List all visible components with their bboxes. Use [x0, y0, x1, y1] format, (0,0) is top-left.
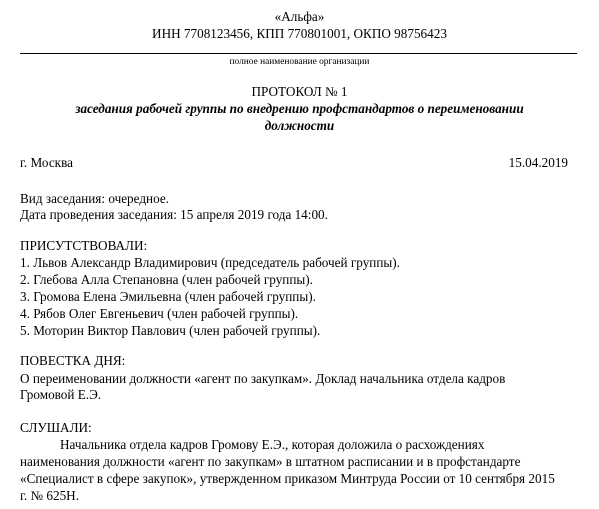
- agenda-line-2: Громовой Е.Э.: [20, 387, 102, 402]
- protocol-date: 15.04.2019: [508, 155, 568, 170]
- heard-heading: СЛУШАЛИ:: [20, 420, 92, 435]
- attendee-item: 3. Громова Елена Эмильевна (член рабочей группы).: [20, 289, 316, 304]
- heard-line-3: «Специалист в сфере закупок», утвержденном приказом Минтруда России от 10 сентября 2015: [20, 471, 555, 486]
- protocol-title: ПРОТОКОЛ № 1: [251, 84, 348, 99]
- protocol-subject-line-2: должности: [264, 118, 335, 133]
- attendee-item: 5. Моторин Виктор Павлович (член рабочей группы).: [20, 323, 321, 338]
- meeting-type: Вид заседания: очередное.: [20, 191, 170, 206]
- organization-caption: полное наименование организации: [229, 57, 370, 67]
- organization-codes: ИНН 7708123456, КПП 770801001, ОКПО 98756423: [152, 26, 447, 41]
- meeting-datetime: Дата проведения заседания: 15 апреля 2019 года 14:00.: [20, 207, 328, 222]
- heard-line-4: г. № 625Н.: [20, 488, 79, 503]
- attendee-item: 4. Рябов Олег Евгеньевич (член рабочей группы).: [20, 306, 299, 321]
- attendee-item: 2. Глебова Алла Степановна (член рабочей группы).: [20, 272, 313, 287]
- agenda-line-1: О переименовании должности «агент по закупкам». Доклад начальника отдела кадров: [20, 371, 506, 386]
- heard-line-2: наименования должности «агент по закупкам» в штатном расписании и в профстандарте: [20, 454, 521, 469]
- heard-line-1: Начальника отдела кадров Громову Е.Э., которая доложила о расхождениях: [60, 437, 485, 452]
- agenda-heading: ПОВЕСТКА ДНЯ:: [20, 353, 126, 368]
- organization-underline: [20, 53, 577, 54]
- protocol-subject-line-1: заседания рабочей группы по внедрению профстандартов о переименовании: [75, 101, 524, 116]
- attendees-heading: ПРИСУТСТВОВАЛИ:: [20, 238, 148, 253]
- organization-name: «Альфа»: [274, 9, 325, 24]
- meeting-city: г. Москва: [20, 155, 73, 170]
- attendee-item: 1. Львов Александр Владимирович (председатель рабочей группы).: [20, 255, 400, 270]
